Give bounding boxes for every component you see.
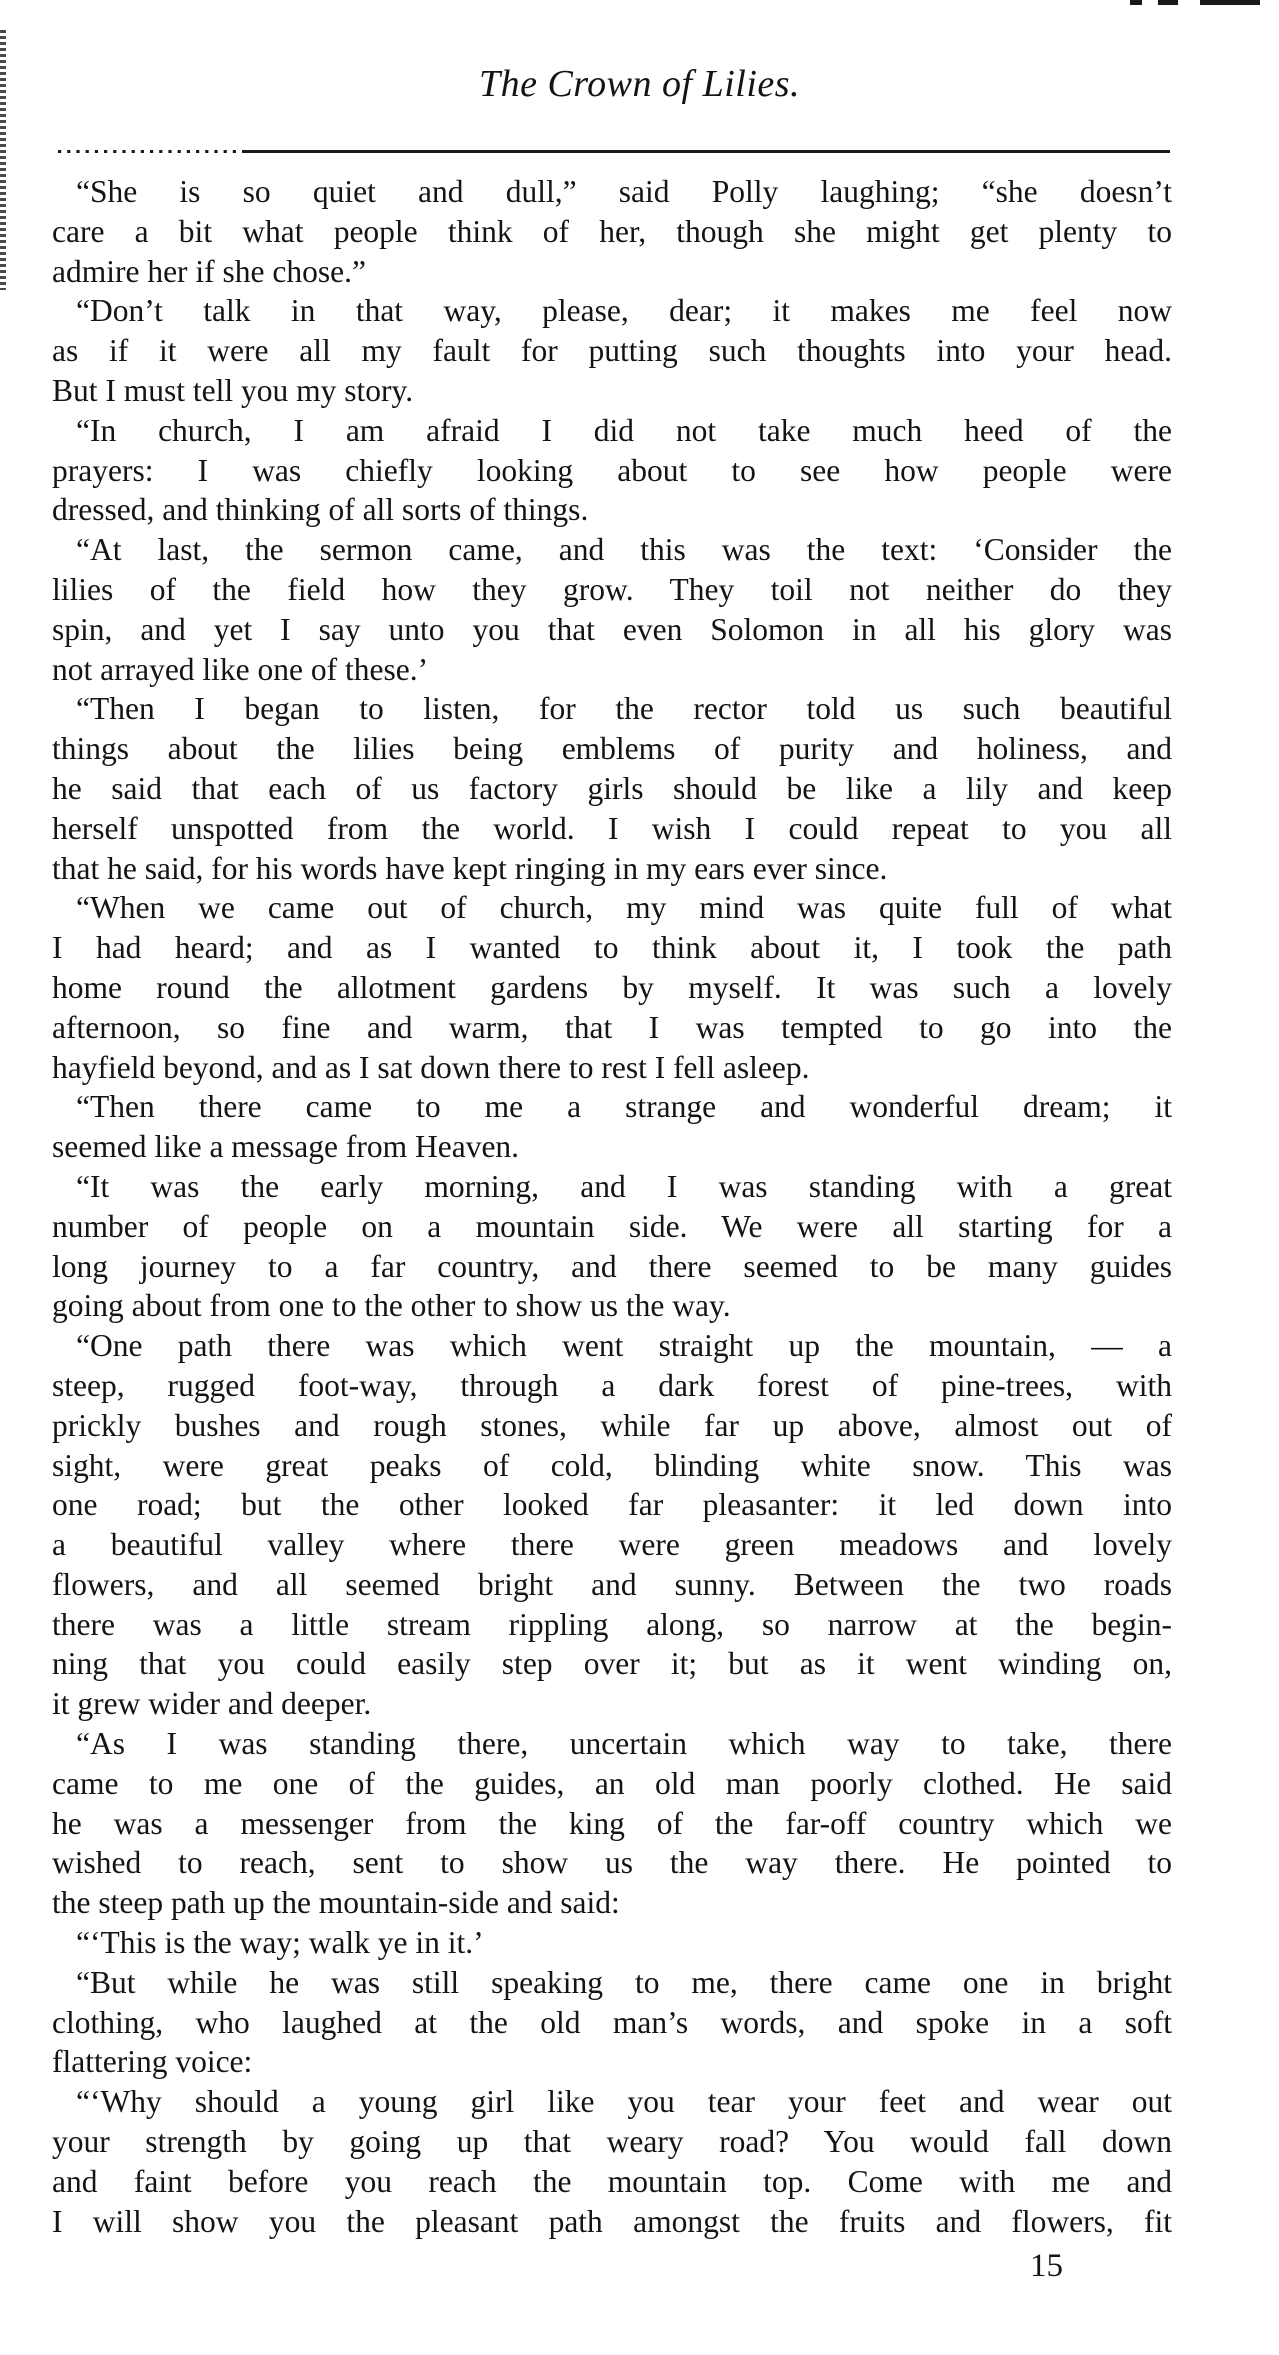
- text-line: “When we came out of church, my mind was quite full of what: [76, 890, 1172, 926]
- text-line: not arrayed like one of these.’: [52, 651, 429, 687]
- text-line: herself unspotted from the world. I wish I could repeat to you all: [52, 810, 1172, 846]
- text-line: afternoon, so fine and warm, that I was tempted to go into the: [52, 1009, 1172, 1045]
- text-line: that he said, for his words have kept ringing in my ears ever since.: [52, 850, 888, 886]
- scan-corner-mark: [1130, 0, 1142, 5]
- text-line: “She is so quiet and dull,” said Polly laughing; “she doesn’t: [76, 174, 1172, 209]
- paragraph: [52, 1087, 1172, 1167]
- text-line: seemed like a message from Heaven.: [52, 1129, 520, 1165]
- text-line: clothing, who laughed at the old man’s words, and spoke in a soft: [52, 2004, 1172, 2040]
- text-line: ning that you could easily step over it; but as it went winding on,: [52, 1646, 1172, 1682]
- text-line: a beautiful valley where there were green meadows and lovely: [52, 1527, 1172, 1563]
- text-line: dressed, and thinking of all sorts of things.: [52, 492, 589, 528]
- text-line: “In church, I am afraid I did not take much heed of the: [76, 412, 1172, 448]
- paragraph: [52, 888, 1172, 1087]
- text-line: and faint before you reach the mountain top. Come with me and: [52, 2163, 1172, 2199]
- text-line: came to me one of the guides, an old man poorly clothed. He said: [52, 1765, 1172, 1801]
- text-line: flattering voice:: [52, 2044, 253, 2080]
- text-line: he was a messenger from the king of the far-off country which we: [52, 1805, 1172, 1841]
- running-head: The Crown of Lilies.: [478, 63, 801, 105]
- paragraph: [52, 1326, 1172, 1724]
- header-rule-broken-segment: [52, 150, 242, 153]
- text-line: I will show you the pleasant path amongst the fruits and flowers, fit: [52, 2203, 1172, 2239]
- text-line: “‘This is the way; walk ye in it.’: [76, 1925, 484, 1961]
- text-line: “One path there was which went straight up the mountain, — a: [76, 1328, 1172, 1364]
- paragraph: [52, 1167, 1172, 1326]
- text-line: “At last, the sermon came, and this was the text: ‘Consider the: [76, 532, 1172, 568]
- text-line: one road; but the other looked far pleasanter: it led down into: [52, 1487, 1172, 1523]
- text-line: as if it were all my fault for putting such thoughts into your head.: [52, 333, 1172, 369]
- scan-corner-mark: [1200, 0, 1260, 5]
- text-line: But I must tell you my story.: [52, 372, 414, 408]
- page-number: 15: [1030, 2248, 1063, 2284]
- paragraph: [52, 689, 1172, 888]
- text-line: going about from one to the other to show us the way.: [52, 1288, 731, 1324]
- text-line: “‘Why should a young girl like you tear your feet and wear out: [76, 2084, 1172, 2120]
- text-line: things about the lilies being emblems of purity and holiness, and: [52, 731, 1172, 767]
- paragraph: [52, 530, 1172, 689]
- text-line: prickly bushes and rough stones, while far up above, almost out of: [52, 1407, 1172, 1443]
- text-line: prayers: I was chiefly looking about to see how people were: [52, 452, 1172, 488]
- text-line: there was a little stream rippling along, so narrow at the begin-: [52, 1606, 1172, 1642]
- paragraph: [52, 291, 1172, 410]
- scan-corner-mark: [1158, 0, 1178, 5]
- paragraph: [52, 1963, 1172, 2082]
- text-line: the steep path up the mountain-side and said:: [52, 1885, 620, 1921]
- text-line: spin, and yet I say unto you that even Solomon in all his glory was: [52, 611, 1172, 647]
- text-line: “It was the early morning, and I was standing with a great: [76, 1168, 1172, 1204]
- paragraph: [52, 411, 1172, 530]
- paragraph: [52, 1923, 1172, 1963]
- paragraph: [52, 172, 1172, 291]
- text-line: I had heard; and as I wanted to think about it, I took the path: [52, 930, 1172, 966]
- paragraph: [52, 1724, 1172, 1923]
- paragraph: [52, 2082, 1172, 2241]
- text-line: care a bit what people think of her, though she might get plenty to: [52, 213, 1172, 249]
- text-line: wished to reach, sent to show us the way there. He pointed to: [52, 1845, 1172, 1881]
- text-line: hayfield beyond, and as I sat down there to rest I fell asleep.: [52, 1049, 810, 1085]
- text-line: “But while he was still speaking to me, there came one in bright: [76, 1964, 1172, 2000]
- text-line: steep, rugged foot-way, through a dark forest of pine-trees, with: [52, 1367, 1172, 1403]
- text-line: long journey to a far country, and there seemed to be many guides: [52, 1248, 1172, 1284]
- text-line: “Then I began to listen, for the rector told us such beautiful: [76, 691, 1172, 727]
- text-line: home round the allotment gardens by myself. It was such a lovely: [52, 969, 1172, 1005]
- text-line: “As I was standing there, uncertain which way to take, there: [76, 1726, 1172, 1762]
- text-line: sight, were great peaks of cold, blinding white snow. This was: [52, 1447, 1172, 1483]
- text-line: number of people on a mountain side. We were all starting for a: [52, 1208, 1172, 1244]
- text-line: admire her if she chose.”: [52, 253, 366, 289]
- body-text: [52, 172, 1172, 2241]
- text-line: it grew wider and deeper.: [52, 1686, 372, 1722]
- text-line: he said that each of us factory girls should be like a lily and keep: [52, 770, 1172, 806]
- text-line: “Don’t talk in that way, please, dear; it makes me feel now: [76, 293, 1172, 329]
- text-line: flowers, and all seemed bright and sunny. Between the two roads: [52, 1566, 1172, 1602]
- text-line: “Then there came to me a strange and wonderful dream; it: [76, 1089, 1172, 1125]
- text-line: your strength by going up that weary road? You would fall down: [52, 2124, 1172, 2160]
- text-line: lilies of the field how they grow. They toil not neither do they: [52, 571, 1172, 607]
